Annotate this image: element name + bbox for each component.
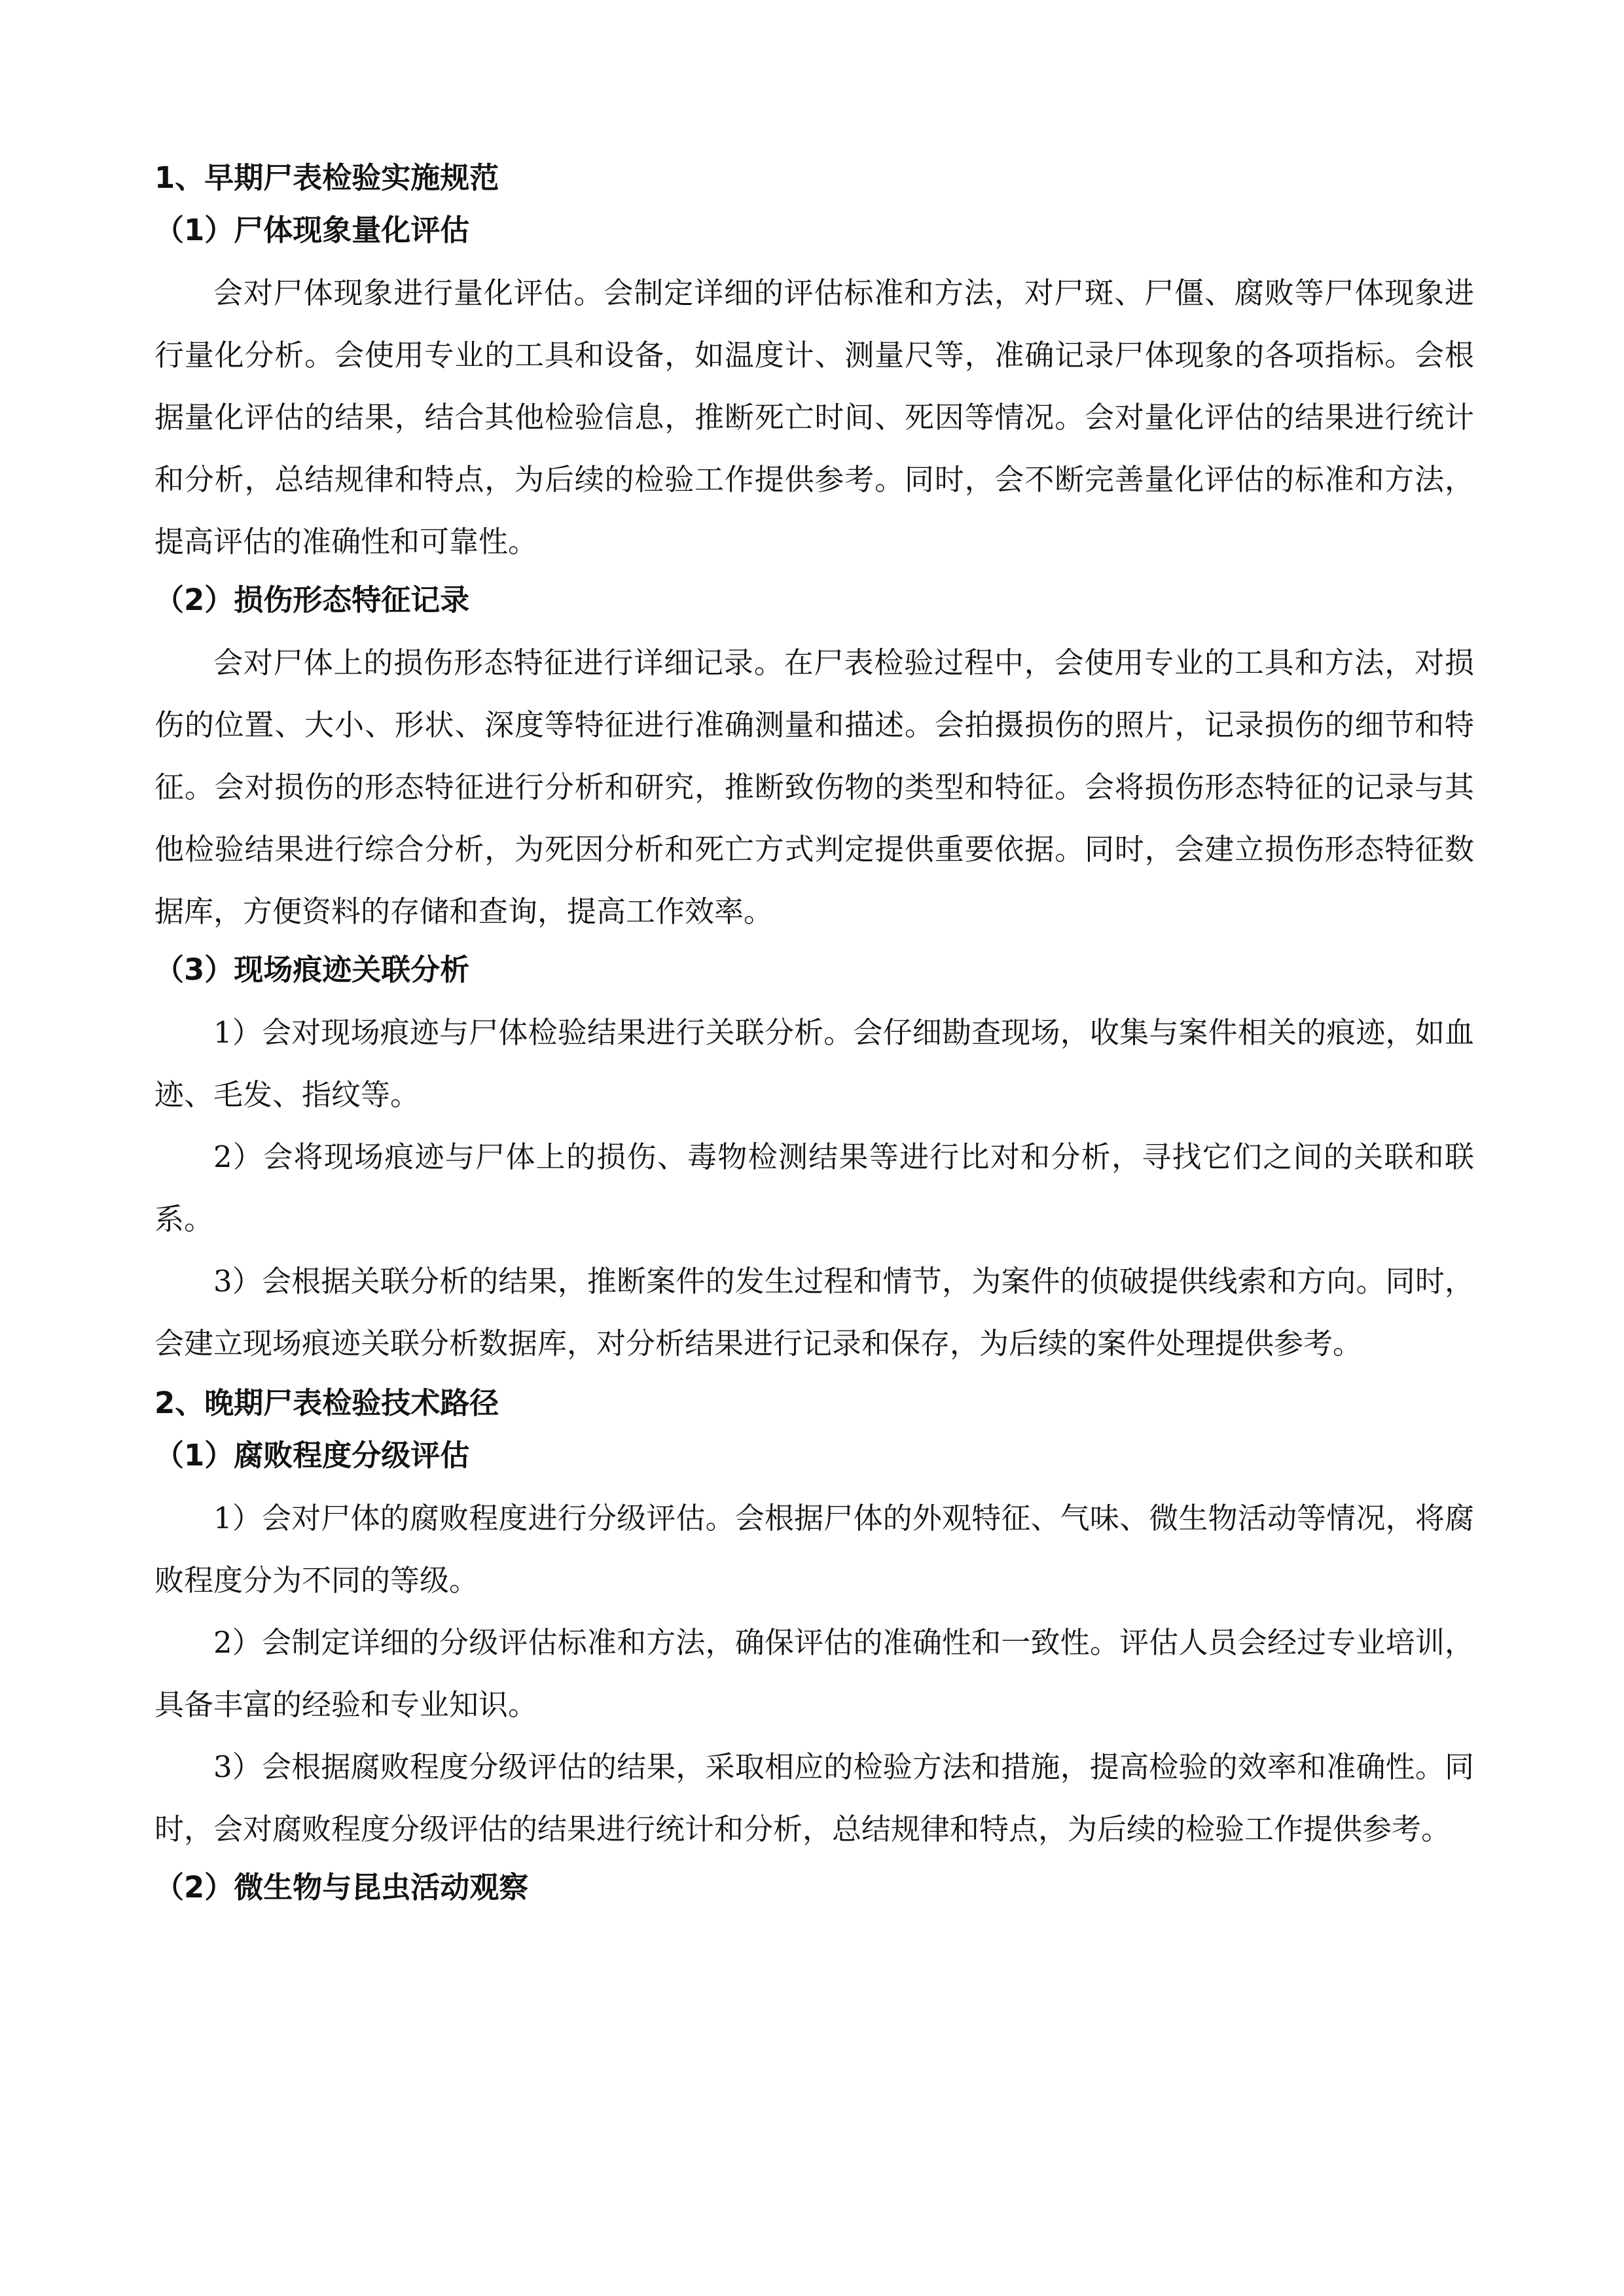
subsection-heading-1-1: （1）尸体现象量化评估	[154, 213, 470, 247]
paragraph: 3）会根据关联分析的结果，推断案件的发生过程和情节，为案件的侦破提供线索和方向。同时，会建立现场痕迹关联分析数据库，对分析结果进行记录和保存，为后续的案件处理提供参考。	[154, 1264, 1474, 1361]
subsection-heading-2-1: （1）腐败程度分级评估	[154, 1438, 470, 1473]
paragraph: 3）会根据腐败程度分级评估的结果，采取相应的检验方法和措施，提高检验的效率和准确性。同时，会对腐败程度分级评估的结果进行统计和分析，总结规律和特点，为后续的检验工作提供参考。	[154, 1749, 1474, 1846]
paragraph: 2）会制定详细的分级评估标准和方法，确保评估的准确性和一致性。评估人员会经过专业培训，具备丰富的经验和专业知识。	[154, 1625, 1474, 1722]
paragraph: 会对尸体上的损伤形态特征进行详细记录。在尸表检验过程中，会使用专业的工具和方法，对损伤的位置、大小、形状、深度等特征进行准确测量和描述。会拍摄损伤的照片，记录损伤的细节和特征。会对损伤的形态特征进行分析和研究，推断致伤物的类型和特征。会将损伤形态特征的记录与其他检验结果进行综合分析，为死因分析和死亡方式判定提供重要依据。同时，会建立损伤形态特征数据库，方便资料的存储和查询，提高工作效率。	[154, 645, 1474, 929]
paragraph: 1）会对现场痕迹与尸体检验结果进行关联分析。会仔细勘查现场，收集与案件相关的痕迹，如血迹、毛发、指纹等。	[154, 1015, 1474, 1112]
paragraph: 2）会将现场痕迹与尸体上的损伤、毒物检测结果等进行比对和分析，寻找它们之间的关联和联系。	[154, 1139, 1474, 1236]
subsection-heading-1-3: （3）现场痕迹关联分析	[154, 952, 470, 987]
section-heading-1: 1、早期尸表检验实施规范	[154, 160, 499, 195]
document-body	[154, 149, 1474, 1919]
paragraph: 会对尸体现象进行量化评估。会制定详细的评估标准和方法，对尸斑、尸僵、腐败等尸体现象进行量化分析。会使用专业的工具和设备，如温度计、测量尺等，准确记录尸体现象的各项指标。会根据量化评估的结果，结合其他检验信息，推断死亡时间、死因等情况。会对量化评估的结果进行统计和分析，总结规律和特点，为后续的检验工作提供参考。同时，会不断完善量化评估的标准和方法，提高评估的准确性和可靠性。	[154, 276, 1474, 559]
subsection-heading-2-2: （2）微生物与昆虫活动观察	[154, 1870, 529, 1905]
section-heading-2: 2、晚期尸表检验技术路径	[154, 1386, 499, 1420]
paragraph: 1）会对尸体的腐败程度进行分级评估。会根据尸体的外观特征、气味、微生物活动等情况，将腐败程度分为不同的等级。	[154, 1501, 1474, 1598]
subsection-heading-1-2: （2）损伤形态特征记录	[154, 583, 470, 617]
